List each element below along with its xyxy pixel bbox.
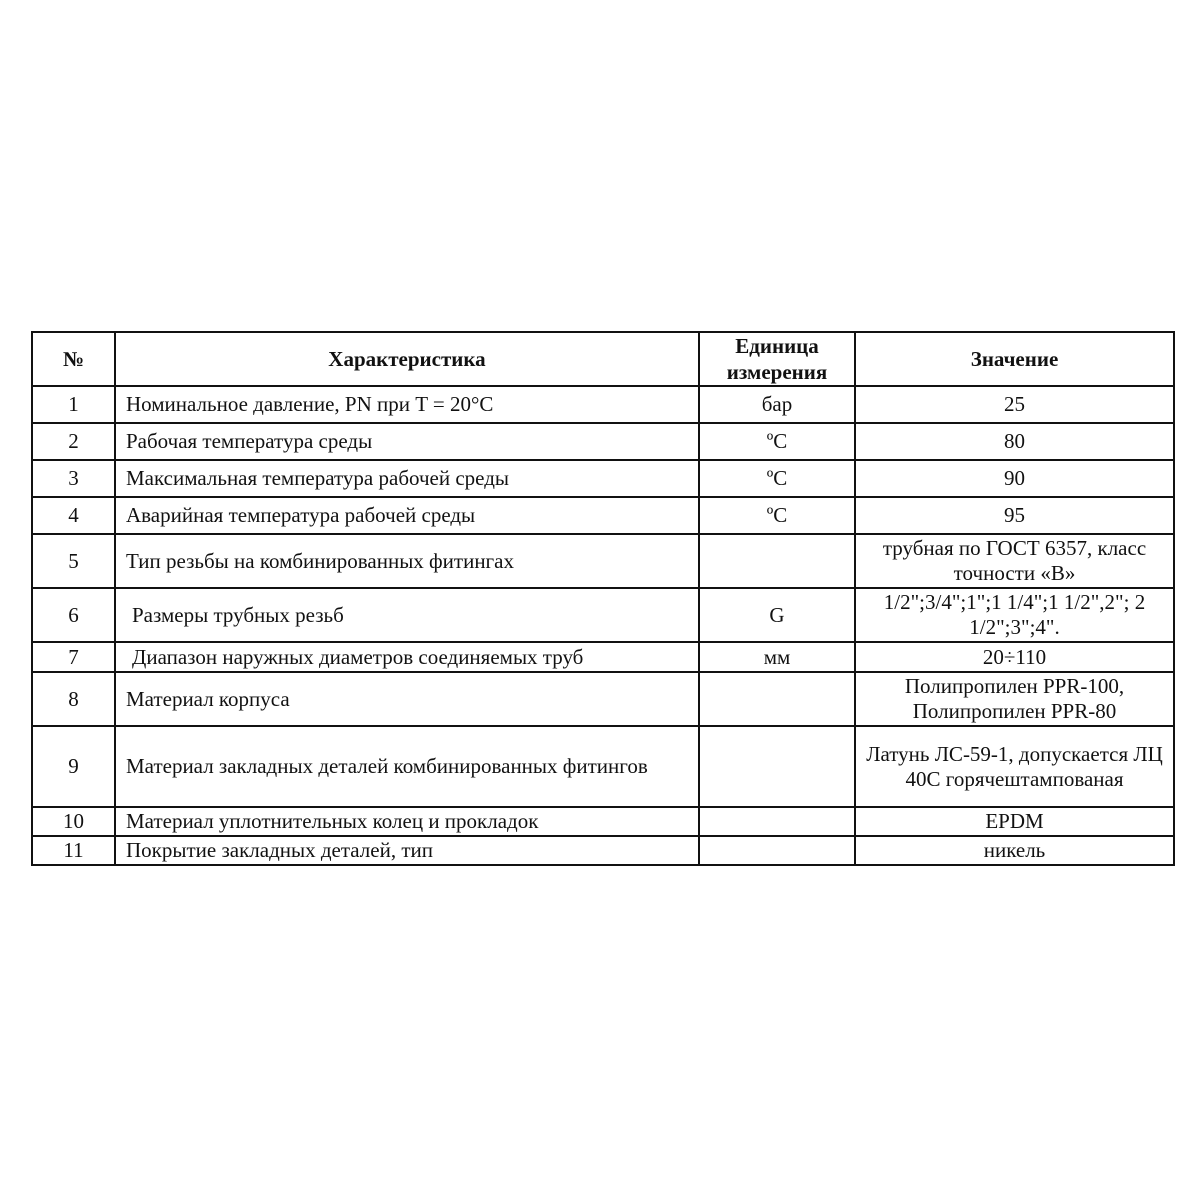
table-row bbox=[32, 807, 1174, 836]
table-row bbox=[32, 534, 1174, 588]
row-num: 11 bbox=[32, 836, 115, 865]
row-unit bbox=[699, 726, 855, 807]
row-characteristic: Максимальная температура рабочей среды bbox=[115, 460, 699, 497]
header-num: № bbox=[32, 332, 115, 386]
row-unit bbox=[699, 534, 855, 588]
table-row bbox=[32, 836, 1174, 865]
header-characteristic: Характеристика bbox=[115, 332, 699, 386]
row-num: 8 bbox=[32, 672, 115, 726]
row-unit: G bbox=[699, 588, 855, 642]
table-row bbox=[32, 386, 1174, 423]
row-unit: ºC bbox=[699, 460, 855, 497]
row-value: 20÷110 bbox=[855, 642, 1174, 672]
row-num: 9 bbox=[32, 726, 115, 807]
spec-table bbox=[31, 331, 1175, 866]
row-characteristic: Материал корпуса bbox=[115, 672, 699, 726]
row-unit: бар bbox=[699, 386, 855, 423]
row-value: 90 bbox=[855, 460, 1174, 497]
row-characteristic: Диапазон наружных диаметров соединяемых труб bbox=[115, 642, 699, 672]
row-value: 80 bbox=[855, 423, 1174, 460]
table-row bbox=[32, 423, 1174, 460]
row-characteristic: Покрытие закладных деталей, тип bbox=[115, 836, 699, 865]
row-characteristic: Аварийная температура рабочей среды bbox=[115, 497, 699, 534]
table-row bbox=[32, 460, 1174, 497]
row-num: 2 bbox=[32, 423, 115, 460]
table-row bbox=[32, 588, 1174, 642]
row-unit bbox=[699, 836, 855, 865]
header-unit: Единица измерения bbox=[699, 332, 855, 386]
table-row bbox=[32, 497, 1174, 534]
row-characteristic: Размеры трубных резьб bbox=[115, 588, 699, 642]
row-value: 95 bbox=[855, 497, 1174, 534]
table-row bbox=[32, 726, 1174, 807]
row-characteristic: Материал уплотнительных колец и прокладок bbox=[115, 807, 699, 836]
row-unit bbox=[699, 672, 855, 726]
row-num: 4 bbox=[32, 497, 115, 534]
table-row bbox=[32, 672, 1174, 726]
row-unit: мм bbox=[699, 642, 855, 672]
row-value: 25 bbox=[855, 386, 1174, 423]
row-unit: ºC bbox=[699, 497, 855, 534]
row-num: 10 bbox=[32, 807, 115, 836]
row-num: 7 bbox=[32, 642, 115, 672]
table-row bbox=[32, 642, 1174, 672]
row-characteristic: Рабочая температура среды bbox=[115, 423, 699, 460]
row-value: никель bbox=[855, 836, 1174, 865]
row-value: Полипропилен PPR-100, Полипропилен PPR-80 bbox=[855, 672, 1174, 726]
row-characteristic: Номинальное давление, PN при T = 20°C bbox=[115, 386, 699, 423]
row-num: 3 bbox=[32, 460, 115, 497]
row-unit: ºC bbox=[699, 423, 855, 460]
row-num: 6 bbox=[32, 588, 115, 642]
header-value: Значение bbox=[855, 332, 1174, 386]
row-characteristic: Материал закладных деталей комбинированных фитингов bbox=[115, 726, 699, 807]
row-value: трубная по ГОСТ 6357, класс точности «В» bbox=[855, 534, 1174, 588]
row-unit bbox=[699, 807, 855, 836]
row-value: Латунь ЛС-59-1, допускается ЛЦ 40С горячештампованая bbox=[855, 726, 1174, 807]
row-num: 5 bbox=[32, 534, 115, 588]
row-characteristic: Тип резьбы на комбинированных фитингах bbox=[115, 534, 699, 588]
header-row bbox=[32, 332, 1174, 386]
row-value: 1/2";3/4";1";1 1/4";1 1/2",2"; 2 1/2";3";4". bbox=[855, 588, 1174, 642]
row-num: 1 bbox=[32, 386, 115, 423]
row-value: EPDM bbox=[855, 807, 1174, 836]
